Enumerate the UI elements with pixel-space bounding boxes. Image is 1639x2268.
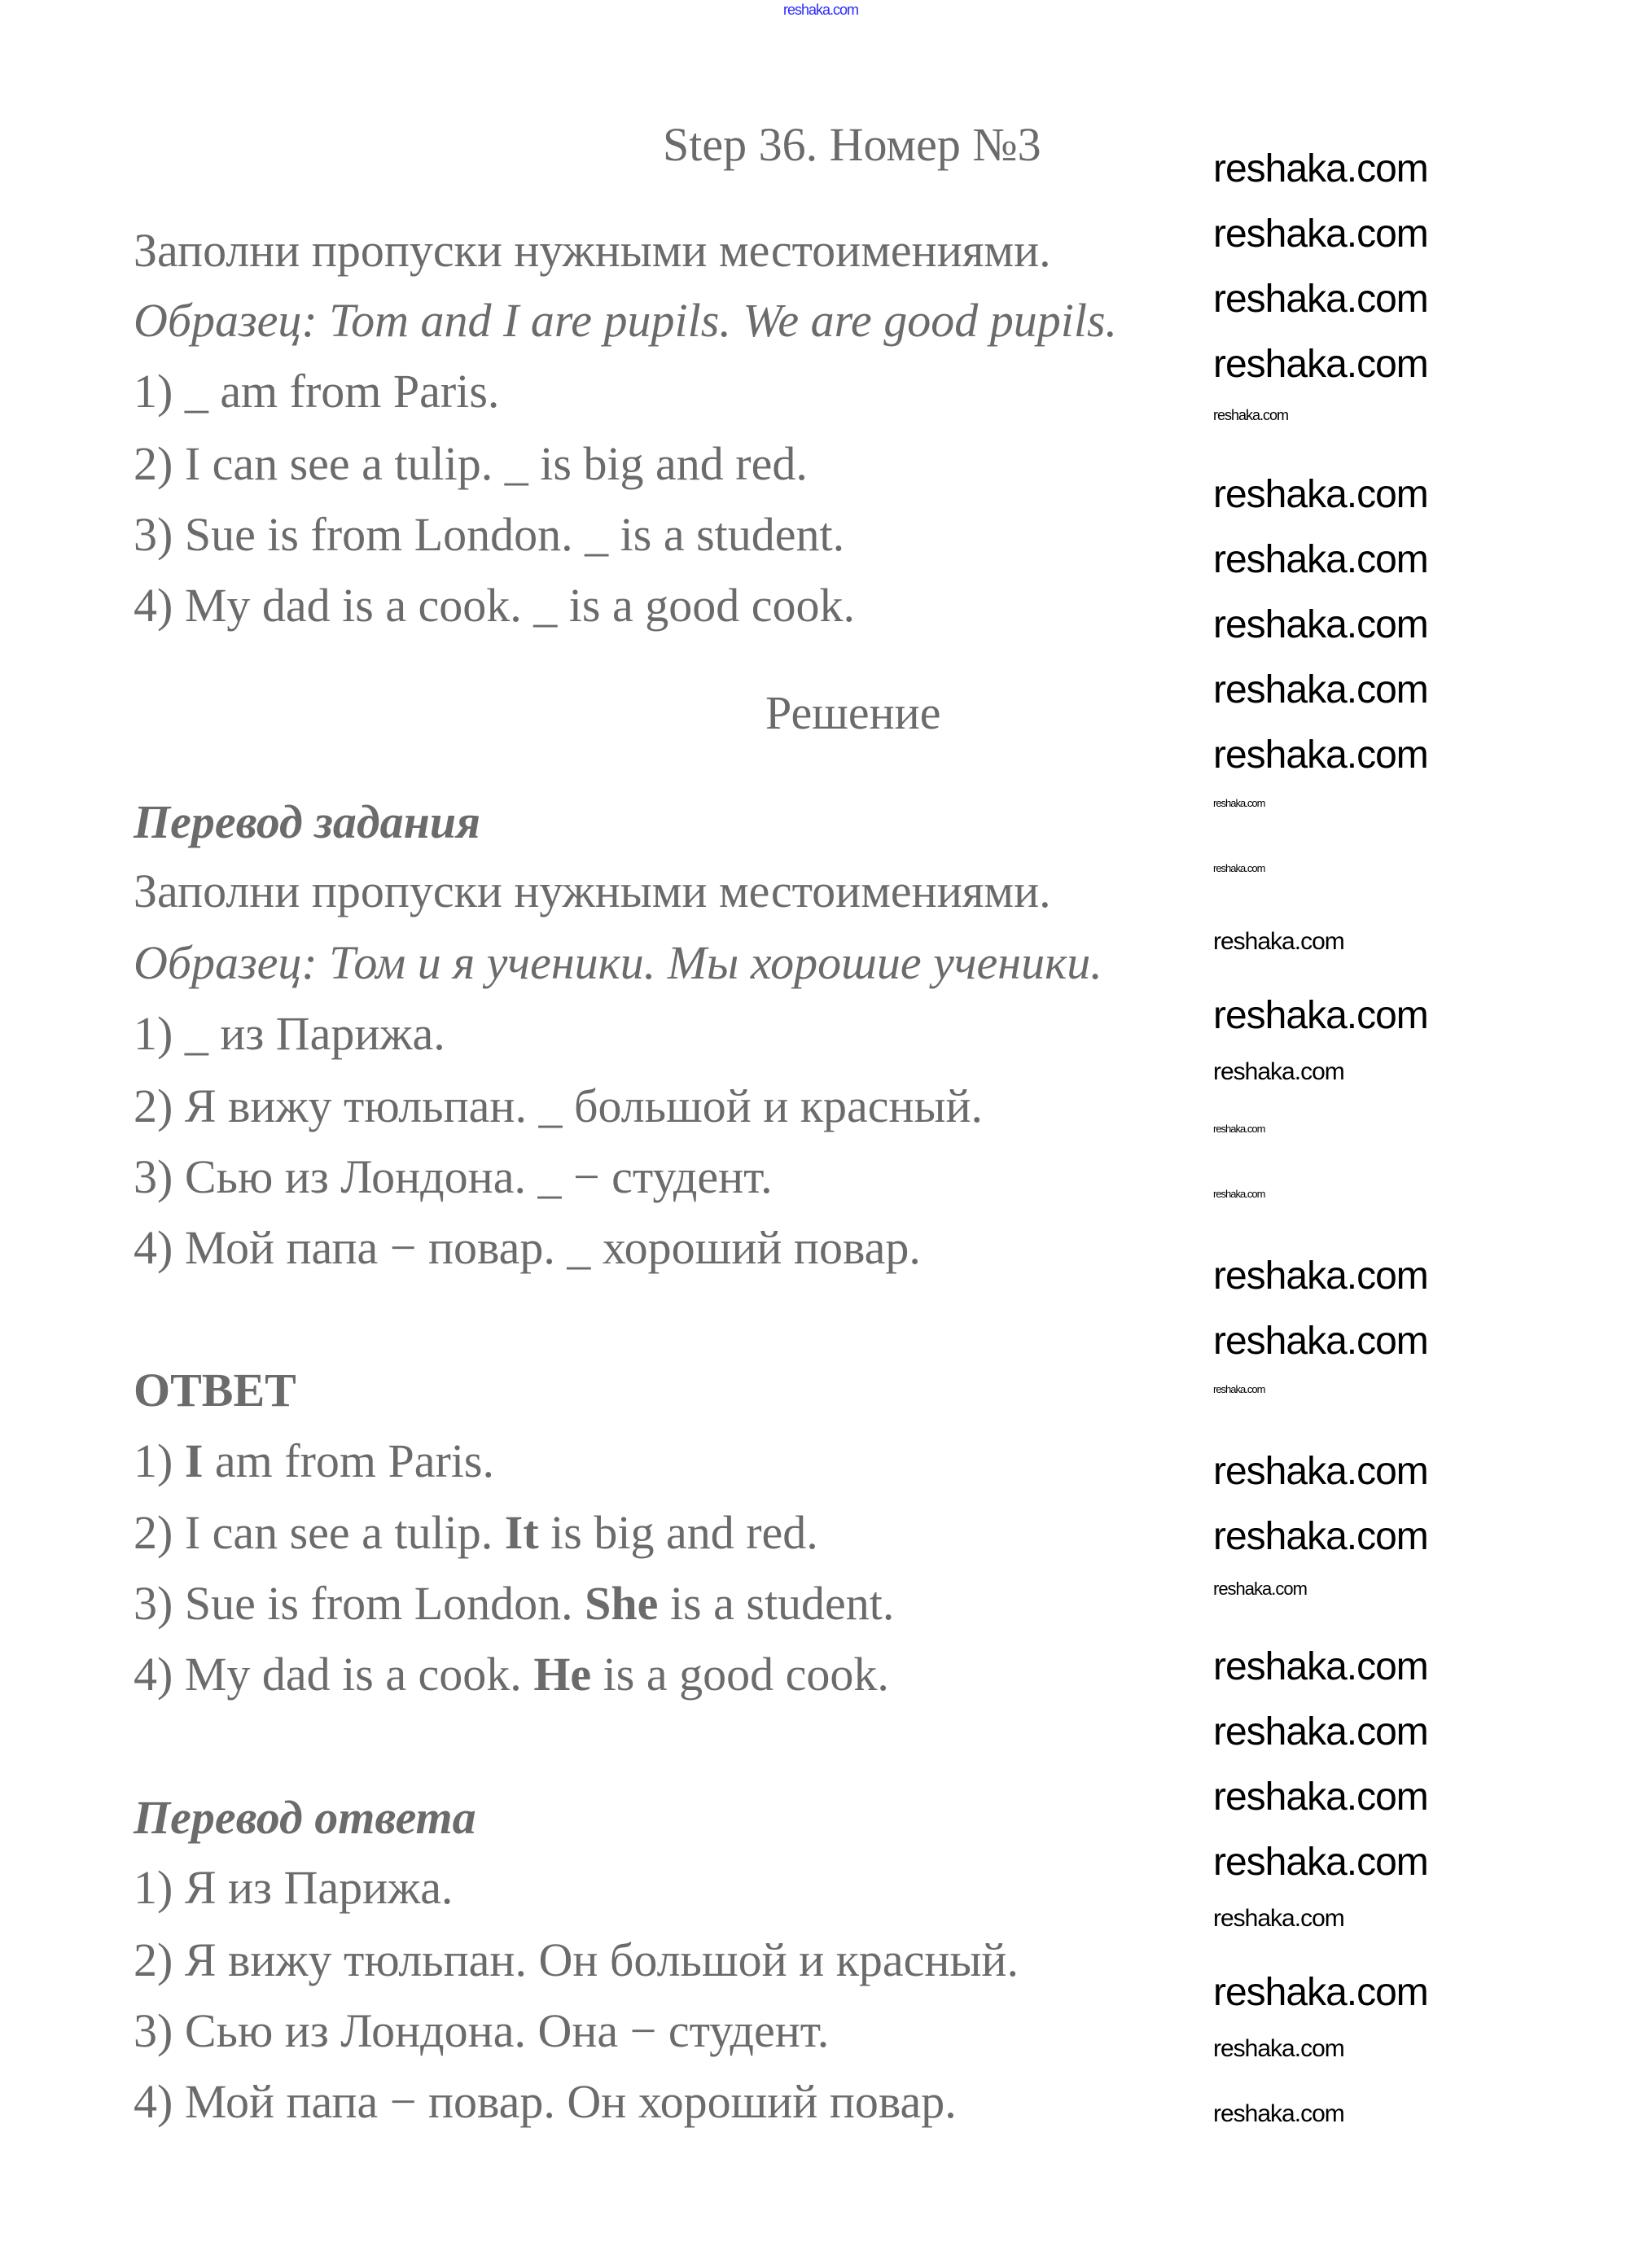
watermark: reshaka.com <box>1213 1645 1428 1688</box>
answer-translation-item: 1) Я из Парижа. <box>134 1861 454 1914</box>
watermark: reshaka.com <box>1213 668 1428 711</box>
task-item: 3) Sue is from London. _ is a student. <box>134 508 845 561</box>
watermark: reshaka.com <box>1213 278 1428 321</box>
answer-text: 1) <box>134 1434 185 1487</box>
watermark: reshaka.com <box>1213 1775 1428 1819</box>
watermark: reshaka.com <box>1213 797 1265 809</box>
watermark: reshaka.com <box>1213 1188 1265 1200</box>
answer-text: 3) Sue is from London. <box>134 1577 585 1630</box>
watermark: reshaka.com <box>1213 862 1265 874</box>
answer-item <box>134 1579 894 1628</box>
watermark: reshaka.com <box>1213 343 1428 386</box>
watermark: reshaka.com <box>1213 1058 1344 1085</box>
translation-example: Образец: Том и я ученики. Мы хорошие ученики. <box>134 936 1102 989</box>
watermark: reshaka.com <box>1213 147 1428 190</box>
watermark: reshaka.com <box>1213 1578 1307 1599</box>
watermark: reshaka.com <box>1213 1320 1428 1363</box>
answer-text: am from Paris. <box>203 1434 495 1487</box>
answer-translation-item: 4) Мой папа − повар. Он хороший повар. <box>134 2075 957 2128</box>
watermark: reshaka.com <box>1213 1450 1428 1493</box>
answer-text: 4) My dad is a cook. <box>134 1648 534 1701</box>
watermark: reshaka.com <box>1213 2035 1344 2062</box>
watermark: reshaka.com <box>1213 2100 1344 2127</box>
answer-text: is big and red. <box>538 1506 818 1559</box>
answer-translation-item: 3) Сью из Лондона. Она − студент. <box>134 2004 830 2057</box>
task-item: 4) My dad is a cook. _ is a good cook. <box>134 579 855 632</box>
watermark: reshaka.com <box>1213 1841 1428 1884</box>
watermark: reshaka.com <box>1213 473 1428 516</box>
answer-text: 2) I can see a tulip. <box>134 1506 505 1559</box>
watermark: reshaka.com <box>1213 407 1289 423</box>
watermark: reshaka.com <box>1213 1254 1428 1298</box>
translation-item: 4) Мой папа − повар. _ хороший повар. <box>134 1221 921 1274</box>
watermark: reshaka.com <box>1213 1515 1428 1558</box>
answer-item <box>134 1434 495 1487</box>
answer-heading: ОТВЕТ <box>134 1364 296 1416</box>
answer-pronoun: I <box>184 1434 204 1487</box>
translation-item: 2) Я вижу тюльпан. _ большой и красный. <box>134 1079 984 1132</box>
watermark: reshaka.com <box>1213 1905 1344 1932</box>
watermark: reshaka.com <box>1213 1971 1428 2014</box>
translation-item: 3) Сью из Лондона. _ − студент. <box>134 1150 773 1203</box>
watermark: reshaka.com <box>1213 212 1428 256</box>
watermark: reshaka.com <box>1213 1710 1428 1754</box>
watermark: reshaka.com <box>1213 733 1428 777</box>
answer-text: is a student. <box>658 1577 895 1630</box>
task-item: 1) _ am from Paris. <box>134 365 500 418</box>
answer-translation-heading: Перевод ответа <box>134 1791 476 1844</box>
site-link[interactable]: reshaka.com <box>783 2 859 18</box>
page-title: Step 36. Номер №3 <box>663 118 1041 171</box>
answer-pronoun: She <box>585 1577 659 1630</box>
answer-translation-item: 2) Я вижу тюльпан. Он большой и красный. <box>134 1933 1019 1986</box>
answer-pronoun: It <box>504 1506 539 1559</box>
task-translation-heading: Перевод задания <box>134 795 480 848</box>
task-item: 2) I can see a tulip. _ is big and red. <box>134 437 808 490</box>
watermark: reshaka.com <box>1213 994 1428 1037</box>
watermark: reshaka.com <box>1213 928 1344 955</box>
watermark: reshaka.com <box>1213 1123 1265 1135</box>
translation-item: 1) _ из Парижа. <box>134 1007 445 1060</box>
watermark: reshaka.com <box>1213 538 1428 581</box>
solution-heading: Решение <box>765 686 941 739</box>
watermark: reshaka.com <box>1213 1383 1265 1395</box>
answer-pronoun: He <box>533 1648 592 1701</box>
watermark: reshaka.com <box>1213 603 1428 646</box>
answer-item <box>134 1508 818 1557</box>
answer-text: is a good cook. <box>591 1648 889 1701</box>
answer-item <box>134 1650 889 1699</box>
task-example: Образец: Tom and I are pupils. We are good pupils. <box>134 294 1118 347</box>
task-instruction: Заполни пропуски нужными местоимениями. <box>134 224 1051 277</box>
translation-instruction: Заполни пропуски нужными местоимениями. <box>134 865 1051 917</box>
